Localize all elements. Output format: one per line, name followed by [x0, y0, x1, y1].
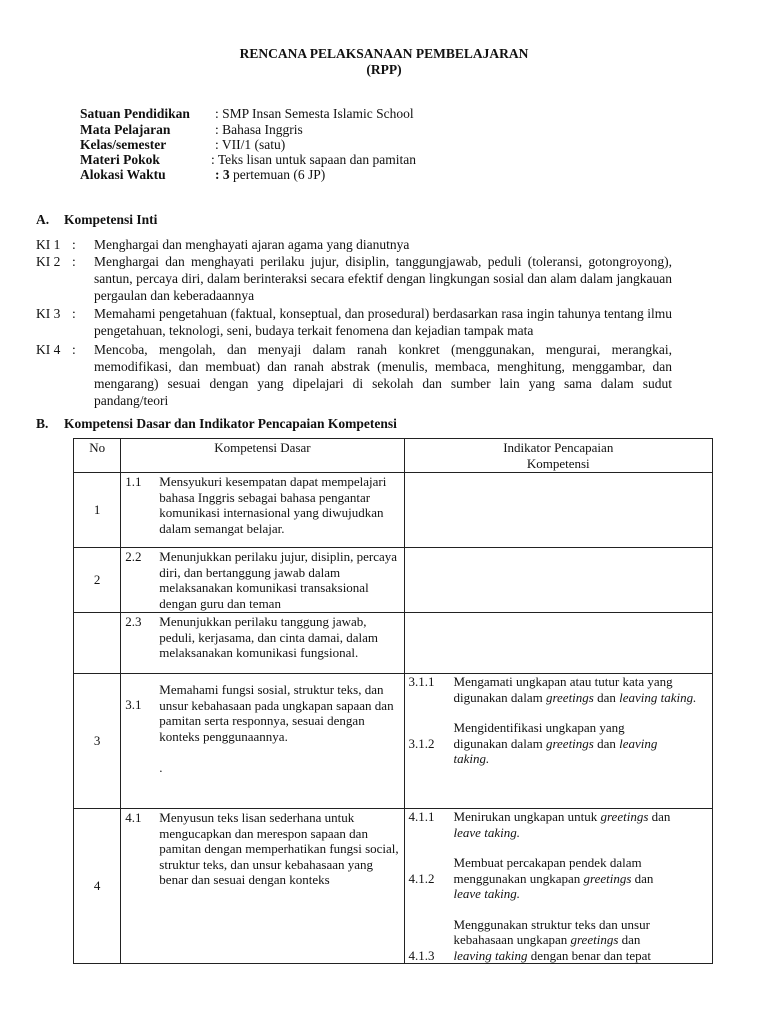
kd-number: 3.1: [125, 697, 142, 712]
indicator-text-part: dan: [631, 870, 654, 886]
document-subtitle: (RPP): [366, 62, 402, 77]
indicator-text-italic: greetings: [545, 735, 594, 751]
indicator-text-italic: leaving: [619, 735, 658, 751]
indicator-text-part: dan: [593, 735, 620, 751]
row-no: 2: [74, 548, 121, 613]
row-no: 1: [74, 473, 121, 548]
header-indicator-line1: Indikator Pencapaian: [503, 440, 614, 455]
indicator-text-part: dengan benar dan tepat: [527, 947, 651, 963]
indicator-text: [454, 809, 708, 840]
indicator-number-spacer: [409, 917, 454, 948]
indicator-text: [454, 948, 708, 964]
identity-value: : Teks lisan untuk sapaan dan pamitan: [211, 152, 417, 167]
section-title: Kompetensi Dasar dan Indikator Pencapaian Kompetensi: [64, 416, 397, 431]
kd-number: 2.3: [125, 614, 142, 629]
kd-number: 1.1: [125, 474, 142, 489]
table-row: [74, 548, 713, 613]
kd-cell: [121, 809, 404, 964]
indicator-text-part: Mengamati ungkapan atau tutur kata yang digunakan dalam: [453, 674, 673, 705]
indicator-text-part: Menirukan ungkapan untuk: [453, 809, 601, 824]
identity-value: : Bahasa Inggris: [215, 122, 303, 137]
indicator-cell: [404, 548, 712, 613]
kd-extra: .: [159, 759, 163, 775]
indicator-cell: [404, 674, 712, 809]
ki-text: Mencoba, mengolah, dan menyaji dalam ranah konkret (menggunakan, mengurai, merangkai, memodifikasi, dan membuat) dan ranah abstrak (menulis, membaca, menghitung, menggambar, dan mengarang) sesuai dengan yang dipelajari di sekolah dan sumber lain yang sama dalam sudut pandang/teori: [94, 342, 672, 408]
ki-colon: :: [72, 342, 76, 357]
ki-code: KI 4: [36, 342, 61, 357]
indicator-text-italic: taking.: [453, 751, 490, 766]
ki-colon: :: [72, 306, 76, 321]
indicator-text: [454, 917, 708, 948]
ki-text: Memahami pengetahuan (faktual, konseptual, dan prosedural) berdasarkan rasa ingin tahunya tentang ilmu pengetahuan, teknologi, seni, budaya terkait fenomena dan kejadian tampak mata: [94, 306, 672, 338]
document-title: RENCANA PELAKSANAAN PEMBELAJARAN: [239, 46, 529, 61]
ki-colon: :: [72, 254, 76, 269]
table-row: [74, 809, 713, 964]
ki-item: [36, 253, 672, 304]
kd-text: [159, 682, 399, 775]
identity-value-bold: : 3: [215, 167, 230, 182]
indicator-text-italic: leaving taking.: [619, 689, 697, 705]
kd-number: 2.2: [125, 549, 142, 564]
indicator-text-italic: leave taking.: [453, 886, 520, 901]
kd-cell: [121, 674, 404, 809]
kd-number: 4.1: [125, 810, 142, 825]
kd-text: Mensyukuri kesempatan dapat mempelajari bahasa Inggris sebagai bahasa pengantar komunikasi internasional yang diwujudkan dalam semangat belajar.: [159, 474, 387, 536]
section-letter: A.: [36, 212, 50, 227]
indicator-number: 4.1.1: [408, 809, 435, 824]
header-no: No: [74, 439, 121, 473]
identity-label: Kelas/semester: [80, 137, 167, 152]
row-no: 3: [74, 674, 121, 809]
header-indicator-line2: Kompetensi: [526, 455, 590, 471]
ki-text: Menghargai dan menghayati ajaran agama yang dianutnya: [94, 237, 410, 252]
table-row: [74, 674, 713, 809]
indicator-text-italic: greetings: [545, 689, 594, 705]
indicator-text: Membuat percakapan pendek dalam: [453, 855, 642, 870]
identity-label: Satuan Pendidikan: [80, 106, 190, 121]
indicator-cell: [404, 809, 712, 964]
row-no: 4: [74, 809, 121, 964]
indicator-text-part: digunakan dalam: [453, 735, 546, 751]
section-a-heading: [36, 212, 157, 228]
indicator-number: 4.1.2: [408, 870, 435, 886]
ki-text: Menghargai dan menghayati perilaku jujur, disiplin, tanggungjawab, peduli (toleransi, gotongroyong), santun, percaya diri, dalam berinteraksi secara efektif dengan lingkungan sosial dan alam dalam jangkauan pergaulan dan keberadaannya: [94, 254, 672, 303]
table-row: [74, 613, 713, 674]
section-letter: B.: [36, 416, 49, 431]
indicator-text-part: menggunakan ungkapan: [453, 870, 584, 886]
indicator-text: [454, 674, 708, 705]
indicator-number-spacer: [409, 855, 454, 871]
ki-item: [36, 341, 672, 409]
indicator-number-spacer: [409, 720, 454, 736]
indicator-text-italic: greetings: [583, 870, 632, 886]
ki-item: [36, 236, 672, 253]
kd-text: Menunjukkan perilaku tanggung jawab, peduli, kerjasama, dan cinta damai, dalam melaksanakan komunikasi fungsional.: [159, 614, 379, 660]
indicator-cell: [404, 613, 712, 674]
ki-code: KI 1: [36, 237, 61, 252]
kd-text: Menunjukkan perilaku jujur, disiplin, percaya diri, dan bertanggung jawab dalam melaksanakan komunikasi transaksional dengan guru dan teman: [159, 549, 398, 611]
kd-cell: [121, 548, 404, 613]
header-indicator: [404, 439, 712, 473]
indicator-text-part: dan: [593, 689, 620, 705]
indicator-number: 3.1.1: [408, 674, 435, 689]
indicator-text-part: dan: [618, 932, 641, 947]
indicator-number: 4.1.3: [408, 947, 435, 963]
indicator-cell: [404, 473, 712, 548]
identity-value: : VII/1 (satu): [215, 137, 286, 152]
kd-indicator-table: [73, 438, 713, 964]
kd-cell: [121, 473, 404, 548]
indicator-text-italic: greetings: [600, 809, 649, 824]
indicator-text: [454, 871, 708, 902]
identity-value: : SMP Insan Semesta Islamic School: [215, 106, 414, 121]
indicator-text-part: Menggunakan struktur teks dan unsur: [453, 916, 650, 932]
kd-cell: [121, 613, 404, 674]
ki-colon: :: [72, 237, 76, 252]
identity-value: [215, 167, 325, 183]
indicator-text-part: dan: [648, 809, 671, 824]
section-b-heading: [36, 416, 397, 432]
indicator-text-italic: leave taking.: [453, 824, 520, 840]
identity-value-rest: pertemuan (6 JP): [229, 167, 326, 182]
kd-text: Menyusun teks lisan sederhana untuk mengucapkan dan merespon sapaan dan pamitan dengan memperhatikan fungsi social, struktur teks, dan unsur kebahasaan yang benar dan sesuai dengan konteks: [159, 810, 399, 887]
indicator-number: 3.1.2: [408, 735, 435, 751]
identity-label: Alokasi Waktu: [80, 167, 166, 182]
indicator-text: [454, 736, 708, 767]
identity-label: Materi Pokok: [80, 152, 160, 167]
ki-code: KI 3: [36, 306, 61, 321]
ki-code: KI 2: [36, 254, 61, 269]
identity-label: Mata Pelajaran: [80, 122, 171, 137]
table-row: [74, 473, 713, 548]
indicator-text-italic: greetings: [570, 932, 619, 947]
indicator-text-part: kebahasaan ungkapan: [453, 932, 571, 947]
row-no: [74, 613, 121, 674]
indicator-text: Mengidentifikasi ungkapan yang: [453, 720, 625, 735]
ki-item: [36, 305, 672, 339]
section-title: Kompetensi Inti: [64, 212, 158, 227]
table-header-row: [74, 439, 713, 473]
header-kd: Kompetensi Dasar: [121, 439, 404, 473]
indicator-text-italic: leaving taking: [453, 947, 528, 963]
kd-text-main: Memahami fungsi sosial, struktur teks, dan unsur kebahasaan pada ungkapan sapaan dan pamitan serta responnya, sesuai dengan konteks penggunaannya.: [159, 682, 394, 744]
